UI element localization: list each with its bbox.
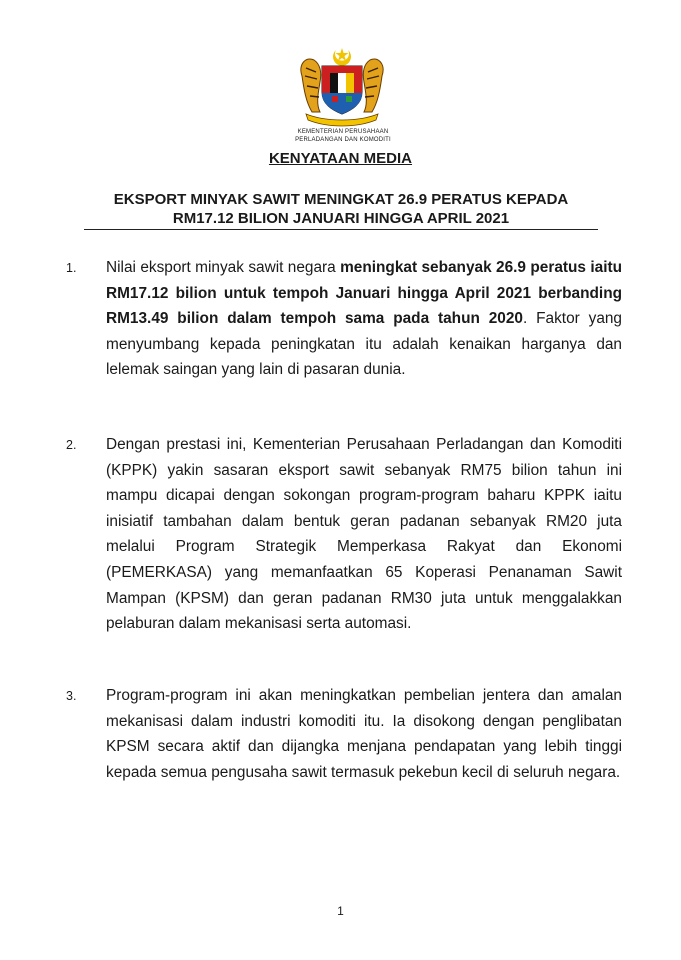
paragraph-number: 1. bbox=[66, 261, 77, 275]
paragraph-text: Dengan prestasi ini, Kementerian Perusahaan Perladangan dan Komoditi (KPPK) yakin sasaran eksport sawit sebanyak RM75 bilion tahun ini mampu dicapai dengan sokongan program-program baharu KPPK iaitu inisiatif tambahan dalam bentuk geran padanan sebanyak RM20 juta melalui Program Strategik Memperkasa Rakyat dan Ekonomi (PEMERKASA) yang memanfaatkan 65 Koperasi Penanaman Sawit Mampan (KPSM) dan geran padanan RM30 juta untuk menggalakkan pelaburan dalam mekanisasi serta automasi. bbox=[106, 436, 622, 633]
page-number: 1 bbox=[337, 904, 344, 918]
headline bbox=[84, 190, 598, 230]
paragraph-text: Program-program ini akan meningkatkan pembelian jentera dan amalan mekanisasi dalam industri komoditi itu. Ia disokong dengan penglibatan KPSM secara aktif dan dijangka menjana pendapatan yang lebih tinggi kepada semua pengusaha sawit termasuk pekebun kecil di seluruh negara. bbox=[106, 687, 622, 781]
paragraph-3 bbox=[66, 683, 622, 785]
paragraph-1 bbox=[66, 255, 622, 383]
paragraph-text-plain: . Faktor yang menyumbang kepada peningkatan itu adalah kenaikan harganya dan lelemak saingan yang lain di pasaran dunia. bbox=[106, 310, 622, 379]
headline-line1: EKSPORT MINYAK SAWIT MENINGKAT 26.9 PERATUS KEPADA bbox=[113, 191, 569, 208]
paragraph-2 bbox=[66, 432, 622, 637]
paragraph-number: 2. bbox=[66, 438, 77, 452]
headline-line2: RM17.12 BILION JANUARI HINGGA APRIL 2021 bbox=[172, 210, 510, 227]
ministry-name bbox=[250, 128, 436, 144]
paragraph-text-bold: meningkat sebanyak 26.9 peratus iaitu RM17.12 bilion untuk tempoh Januari hingga April 2021 berbanding RM13.49 bilion dalam tempoh sama pada tahun 2020 bbox=[106, 259, 622, 328]
coat-of-arms-logo bbox=[296, 46, 388, 128]
ministry-name-line2: PERLADANGAN DAN KOMODITI bbox=[295, 137, 391, 143]
paragraph-number: 3. bbox=[66, 689, 77, 703]
document-label: KENYATAAN MEDIA bbox=[268, 150, 413, 167]
paragraph-text bbox=[106, 255, 622, 383]
ministry-name-line1: KEMENTERIAN PERUSAHAAN bbox=[297, 129, 389, 135]
paragraph-text-plain: Nilai eksport minyak sawit negara bbox=[106, 259, 341, 276]
